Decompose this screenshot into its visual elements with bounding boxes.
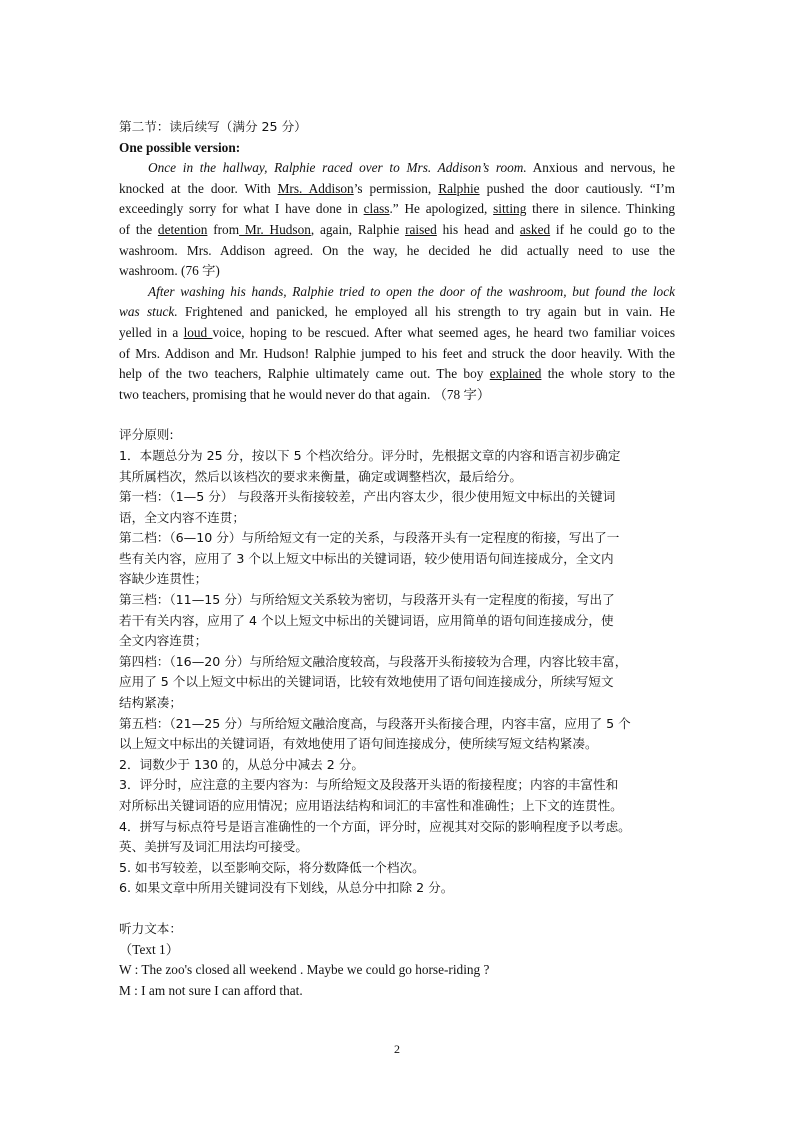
- rubric-line: 3．评分时，应注意的主要内容为：与所给短文及段落开头语的衔接程度；内容的丰富性和: [119, 777, 619, 793]
- p2-line-1: After washing his hands, Ralphie tried to open the door of the washroom, but found the lock: [148, 283, 675, 299]
- p1-text: exceedingly sorry for what I have done in: [119, 201, 364, 217]
- rubric-line: 第一档：（1—5 分） 与段落开头衔接较差，产出内容太少，很少使用短文中标出的关键词: [119, 489, 616, 505]
- p1-opening-sentence: Once in the hallway, Ralphie raced over to Mrs. Addison’s room.: [148, 160, 527, 176]
- p2-text: Frightened and panicked, he employed all his strength to try again but in vain. He: [177, 304, 675, 320]
- p1-text: , again, Ralphie: [310, 221, 406, 237]
- listening-heading: 听力文本：: [119, 920, 182, 936]
- rubric-line: 以上短文中标出的关键词语，有效地使用了语句间连接成分，使所续写短文结构紧凑。: [119, 736, 598, 752]
- essay-paragraph-2: [119, 282, 675, 406]
- text-label: （Text 1）: [119, 941, 180, 957]
- p2-opening-sentence-end: was stuck.: [119, 304, 178, 320]
- keyword-underlined: Ralphie: [438, 180, 480, 196]
- rubric-line: 结构紧凑；: [119, 695, 182, 711]
- p2-text: the whole story to the: [541, 366, 675, 382]
- rubric-line: 其所属档次，然后以该档次的要求来衡量，确定或调整档次，最后给分。: [119, 468, 522, 484]
- p1-text: Anxious and nervous, he: [526, 160, 675, 176]
- rubric-line: 2．词数少于 130 的，从总分中减去 2 分。: [119, 756, 364, 772]
- rubric-line: 对所标出关键词语的应用情况；应用语法结构和词汇的丰富性和准确性；上下文的连贯性。: [119, 798, 623, 813]
- section-title: 第二节：读后续写（满分 25 分）: [119, 119, 307, 134]
- dialogue-line-m: M : I am not sure I can afford that.: [119, 982, 303, 998]
- p1-text: if he could go to the: [550, 221, 676, 237]
- p1-text: knocked at the door. With: [119, 180, 278, 196]
- p1-text: from: [207, 221, 240, 237]
- p2-line-4: of Mrs. Addison and Mr. Hudson! Ralphie jumped to his feet and struck the door heavily. With the: [119, 345, 675, 361]
- scoring-rubric: [119, 425, 675, 899]
- version-label: One possible version:: [119, 139, 241, 155]
- p1-line-6: washroom. (76 字): [119, 263, 220, 279]
- rubric-line: 第三档：（11—15 分）与所给短文关系较为密切，与段落开头有一定程度的衔接，写出了: [119, 592, 615, 608]
- p1-line-2: [119, 179, 675, 200]
- p2-line-6: two teachers, promising that he would never do that again. （78 字）: [119, 386, 491, 402]
- keyword-underlined: loud: [183, 324, 213, 340]
- rubric-line: 6. 如果文章中所用关键词没有下划线，从总分中扣除 2 分。: [119, 880, 454, 896]
- rubric-line: 容缺少连贯性；: [119, 571, 208, 587]
- rubric-line: 全文内容连贯；: [119, 633, 208, 649]
- rubric-line: 若干有关内容，应用了 4 个以上短文中标出的关键词语，应用简单的语句间连接成分，使: [119, 612, 614, 628]
- keyword-underlined: Mr. Hudson: [239, 221, 311, 237]
- rubric-line: 4．拼写与标点符号是语言准确性的一个方面，评分时，应视其对交际的影响程度予以考虑。: [119, 818, 631, 834]
- rubric-line: 第五档：（21—25 分）与所给短文融洽度高，与段落开头衔接合理，内容丰富，应用了 5 个: [119, 715, 631, 731]
- p2-text: yelled in a: [119, 324, 184, 340]
- essay-paragraph-1: [119, 158, 675, 282]
- p1-text: his head and: [436, 221, 520, 237]
- p1-text: pushed the door cautiously. “I’m: [479, 180, 676, 196]
- dialogue-line-w: W : The zoo's closed all weekend . Maybe we could go horse-riding ?: [119, 962, 490, 978]
- rubric-line: 语，全文内容不连贯；: [119, 509, 245, 525]
- rubric-line: 些有关内容，应用了 3 个以上短文中标出的关键词语，较少使用语句间连接成分，全文内: [119, 550, 614, 566]
- keyword-underlined: asked: [519, 221, 551, 237]
- rubric-line: 1．本题总分为 25 分，按以下 5 个档次给分。评分时，先根据文章的内容和语言初步确定: [119, 447, 621, 463]
- p1-text: of the: [119, 221, 158, 237]
- p1-line-4: [119, 220, 675, 241]
- rubric-line: 应用了 5 个以上短文中标出的关键词语，比较有效地使用了语句间连接成分，所续写短文: [119, 674, 614, 690]
- keyword-underlined: Mrs. Addison: [277, 180, 354, 196]
- page-content: [119, 117, 675, 1001]
- keyword-underlined: explained: [489, 366, 542, 382]
- listening-transcript: [119, 919, 675, 1001]
- rubric-line: 英、美拼写及词汇用法均可接受。: [119, 839, 308, 855]
- rubric-line: 第二档：（6—10 分）与所给短文有一定的关系，与段落开头有一定程度的衔接，写出了一: [119, 530, 620, 546]
- p1-text: ’s permission,: [353, 180, 439, 196]
- p2-line-5: [119, 364, 675, 385]
- rubric-line: 5. 如书写较差，以至影响交际，将分数降低一个档次。: [119, 859, 425, 875]
- p2-line-2: [119, 302, 675, 323]
- p2-line-3: [119, 323, 675, 344]
- p1-text: there in silence. Thinking: [526, 201, 676, 217]
- rubric-line: 第四档：（16—20 分）与所给短文融洽度较高，与段落开头衔接较为合理，内容比较丰富，: [119, 653, 628, 669]
- p2-text: help of the two teachers, Ralphie ultimately came out. The boy: [119, 366, 490, 382]
- p1-text: .” He apologized,: [389, 201, 494, 217]
- rubric-heading: 评分原则:: [119, 427, 174, 443]
- page-number: 2: [394, 1042, 400, 1056]
- keyword-underlined: detention: [157, 221, 208, 237]
- p2-text: voice, hoping to be rescued. After what seemed ages, he heard two familiar voices: [212, 324, 675, 340]
- keyword-underlined: sitting: [493, 201, 527, 217]
- keyword-underlined: raised: [405, 221, 437, 237]
- p1-line-5: washroom. Mrs. Addison agreed. On the way, he decided he did actually need to use the: [119, 242, 675, 258]
- p1-line-1: [119, 158, 675, 179]
- keyword-underlined: class: [363, 201, 390, 217]
- p1-line-3: [119, 199, 675, 220]
